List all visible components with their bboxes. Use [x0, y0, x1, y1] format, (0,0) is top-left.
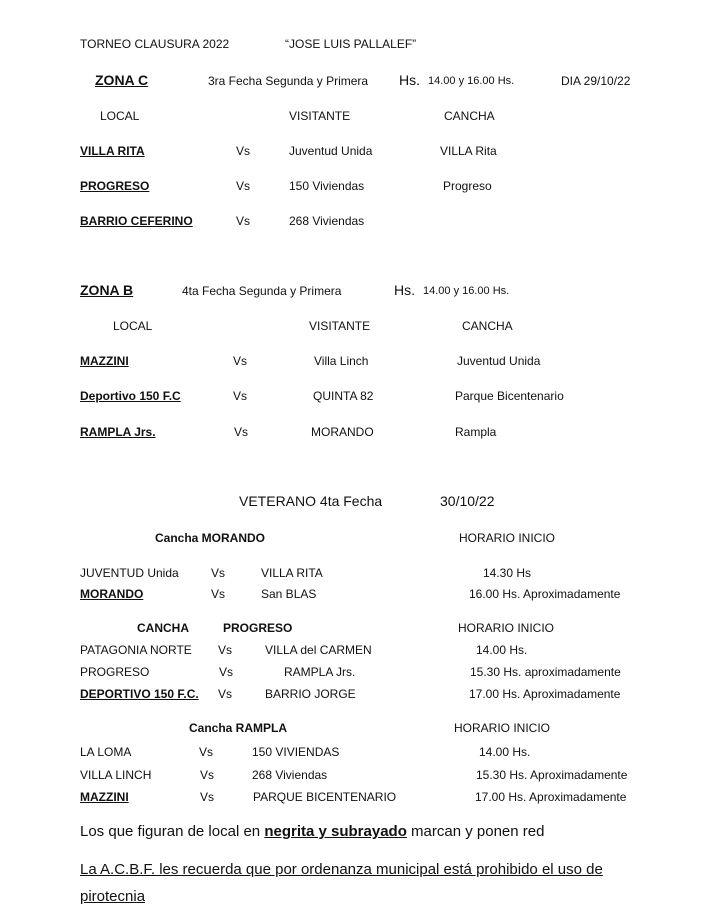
zona-b-title: ZONA B: [80, 282, 134, 298]
vet-b1-row1-local: JUVENTUD Unida: [80, 566, 179, 580]
cancha-morando-label: Cancha MORANDO: [155, 531, 266, 545]
footer-note-suffix: marcan y ponen red: [406, 823, 545, 840]
cancha-rampla-label: Cancha RAMPLA: [189, 721, 288, 735]
footer-note-emphasis: negrita y subrayado: [264, 823, 407, 840]
vet-b2-row1-local: PATAGONIA NORTE: [80, 643, 192, 657]
footer-warning-line1: La A.C.B.F. les recuerda que por ordenanza municipal está prohibido el uso de: [80, 861, 603, 878]
zona-c-row1-visitante: Juventud Unida: [289, 144, 373, 158]
zona-b-fecha: 4ta Fecha Segunda y Primera: [182, 284, 342, 298]
veterano-title: VETERANO 4ta Fecha: [239, 493, 383, 509]
vet-b2-row2-visitante: RAMPLA Jrs.: [284, 665, 356, 679]
zona-b-hs-value: 14.00 y 16.00 Hs.: [423, 285, 510, 297]
zona-c-row1-cancha: VILLA Rita: [440, 144, 497, 158]
tournament-honoree: “JOSE LUIS PALLALEF”: [285, 37, 417, 51]
vet-b1-row1-vs: Vs: [211, 566, 226, 580]
zona-c-col-visitante: VISITANTE: [289, 109, 351, 123]
vet-b1-row2-visitante: San BLAS: [261, 587, 317, 601]
zona-b-col-local: LOCAL: [113, 319, 153, 333]
footer-note: [80, 823, 544, 841]
vet-b3-row1-local: LA LOMA: [80, 745, 132, 759]
vet-b3-row1-vs: Vs: [199, 745, 214, 759]
zona-c-row2-vs: Vs: [236, 179, 251, 193]
vet-b3-row2-horario: 15.30 Hs. Aproximadamente: [476, 768, 628, 782]
zona-b-row1-local: MAZZINI: [80, 354, 129, 368]
zona-c-hs-value: 14.00 y 16.00 Hs.: [428, 75, 515, 87]
zona-c-row2-local: PROGRESO: [80, 179, 150, 193]
vet-b1-row1-horario: 14.30 Hs: [483, 566, 532, 580]
cancha-progreso-label-a: CANCHA: [137, 621, 189, 635]
zona-b-row3-local: RAMPLA Jrs.: [80, 425, 156, 439]
zona-b-row3-visitante: MORANDO: [311, 425, 374, 439]
zona-b-row1-visitante: Villa Linch: [314, 354, 369, 368]
zona-b-col-cancha: CANCHA: [462, 319, 513, 333]
vet-b3-row1-visitante: 150 VIVIENDAS: [252, 745, 340, 759]
zona-b-row3-vs: Vs: [234, 425, 249, 439]
zona-b-row2-local: Deportivo 150 F.C: [80, 389, 181, 403]
vet-b2-row1-visitante: VILLA del CARMEN: [265, 643, 372, 657]
vet-b3-row3-vs: Vs: [200, 790, 215, 804]
footer-note-prefix: Los que figuran de local en: [80, 823, 265, 840]
tournament-title: TORNEO CLAUSURA 2022: [80, 37, 230, 51]
zona-b-row3-cancha: Rampla: [455, 425, 497, 439]
vet-b3-row2-local: VILLA LINCH: [80, 768, 152, 782]
zona-c-row2-cancha: Progreso: [443, 179, 492, 193]
zona-c-hs-label: Hs.: [399, 72, 420, 88]
zona-c-title: ZONA C: [95, 72, 149, 88]
zona-b-row2-cancha: Parque Bicentenario: [455, 389, 564, 403]
vet-b3-row3-horario: 17.00 Hs. Aproximadamente: [475, 790, 627, 804]
zona-b-row2-visitante: QUINTA 82: [313, 389, 374, 403]
zona-c-col-local: LOCAL: [100, 109, 140, 123]
vet-b2-row2-local: PROGRESO: [80, 665, 150, 679]
zona-c-row3-visitante: 268 Viviendas: [289, 214, 365, 228]
zona-c-col-cancha: CANCHA: [444, 109, 495, 123]
vet-b1-row2-local: MORANDO: [80, 587, 144, 601]
horario-inicio-label-2: HORARIO INICIO: [458, 621, 555, 635]
footer-warning-line2: pirotecnia: [80, 888, 146, 905]
zona-c-fecha: 3ra Fecha Segunda y Primera: [208, 74, 369, 88]
vet-b2-row1-horario: 14.00 Hs.: [476, 643, 528, 657]
horario-inicio-label: HORARIO INICIO: [459, 531, 556, 545]
vet-b2-row3-vs: Vs: [218, 687, 233, 701]
vet-b3-row3-local: MAZZINI: [80, 790, 129, 804]
zona-c-row1-vs: Vs: [236, 144, 251, 158]
vet-b3-row2-visitante: 268 Viviendas: [252, 768, 328, 782]
cancha-progreso-label-b: PROGRESO: [223, 621, 293, 635]
zona-b-hs-label: Hs.: [394, 282, 415, 298]
vet-b2-row3-visitante: BARRIO JORGE: [265, 687, 356, 701]
zona-b-row2-vs: Vs: [233, 389, 248, 403]
vet-b2-row2-vs: Vs: [219, 665, 234, 679]
veterano-date: 30/10/22: [440, 493, 495, 509]
zona-c-row1-local: VILLA RITA: [80, 144, 145, 158]
zona-c-row3-vs: Vs: [236, 214, 251, 228]
zona-c-row3-local: BARRIO CEFERINO: [80, 214, 193, 228]
vet-b3-row3-visitante: PARQUE BICENTENARIO: [253, 790, 397, 804]
vet-b3-row1-horario: 14.00 Hs.: [479, 745, 531, 759]
vet-b3-row2-vs: Vs: [200, 768, 215, 782]
vet-b1-row2-horario: 16.00 Hs. Aproximadamente: [469, 587, 621, 601]
vet-b2-row2-horario: 15.30 Hs. aproximadamente: [470, 665, 621, 679]
zona-b-row1-cancha: Juventud Unida: [457, 354, 541, 368]
zona-c-row2-visitante: 150 Viviendas: [289, 179, 365, 193]
zona-c-dia: DIA 29/10/22: [561, 74, 631, 88]
vet-b2-row3-horario: 17.00 Hs. Aproximadamente: [469, 687, 621, 701]
vet-b2-row3-local: DEPORTIVO 150 F.C.: [80, 687, 199, 701]
vet-b1-row2-vs: Vs: [211, 587, 226, 601]
zona-b-col-visitante: VISITANTE: [309, 319, 371, 333]
vet-b2-row1-vs: Vs: [218, 643, 233, 657]
zona-b-row1-vs: Vs: [233, 354, 248, 368]
horario-inicio-label-3: HORARIO INICIO: [454, 721, 551, 735]
vet-b1-row1-visitante: VILLA RITA: [261, 566, 323, 580]
